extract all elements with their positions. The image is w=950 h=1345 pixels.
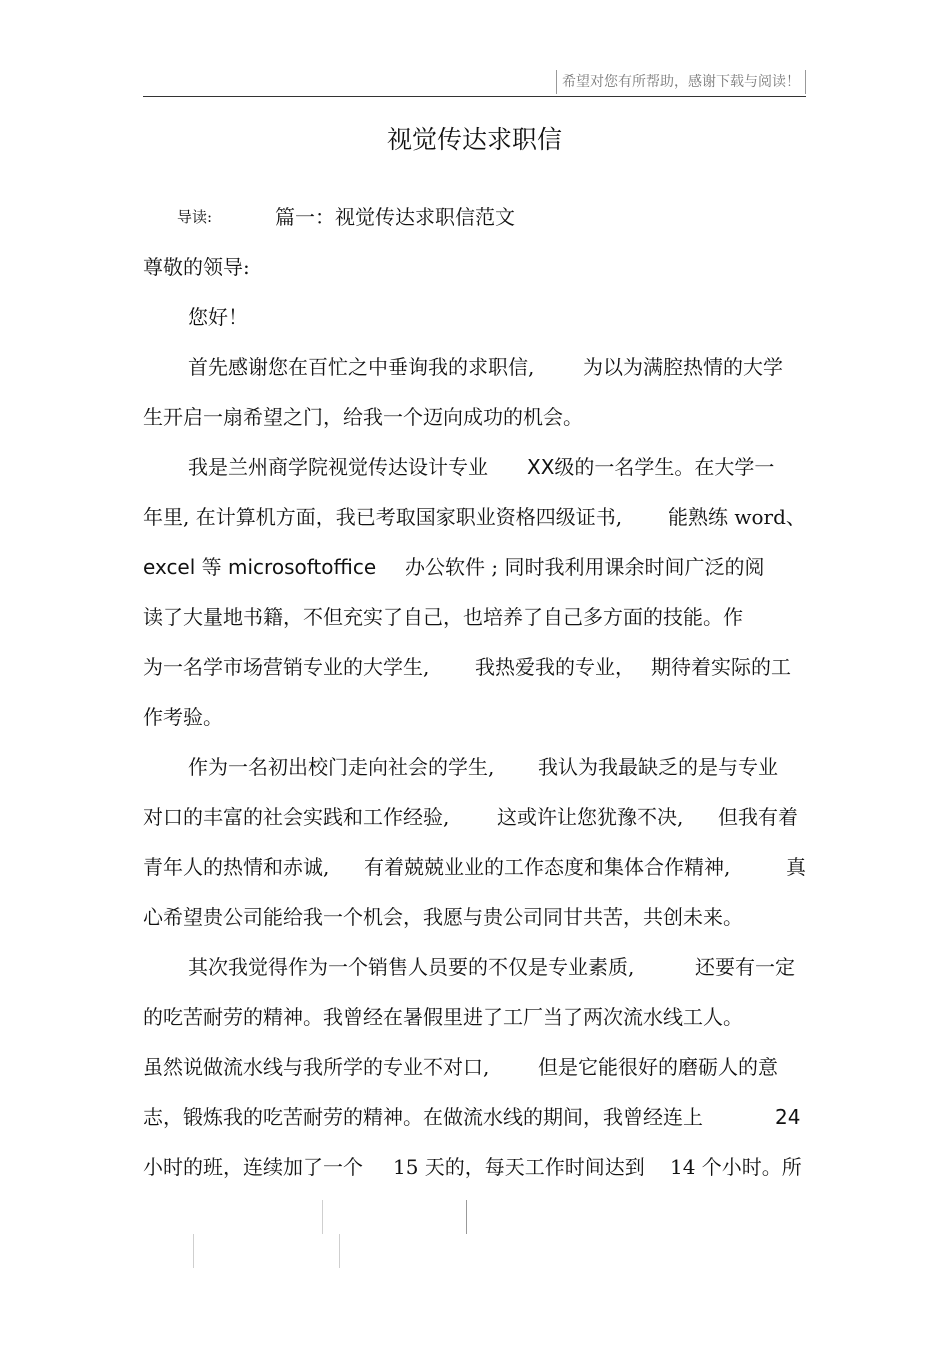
text-segment: 青年人的热情和赤诚, bbox=[143, 855, 330, 879]
text-segment: excel 等 microsoftoffice bbox=[143, 555, 377, 579]
text-segment: 我热爱我的专业， bbox=[475, 655, 635, 679]
guide-row bbox=[143, 200, 806, 234]
header-banner: 希望对您有所帮助，感谢下载与阅读！ bbox=[556, 70, 806, 94]
scan-artifact-line bbox=[466, 1200, 467, 1234]
text-segment: 我是兰州商学院视觉传达设计专业 bbox=[188, 455, 488, 479]
text-segment: 但是它能很好的磨砺人的意 bbox=[538, 1055, 778, 1079]
text-segment: 其次我觉得作为一个销售人员要的不仅是专业素质, bbox=[188, 955, 635, 979]
text-segment: 志，锻炼我的吃苦耐劳的精神。在做流水线的期间，我曾经连上 bbox=[143, 1105, 703, 1129]
paragraph-4-line-1 bbox=[143, 950, 806, 984]
text-segment: 15 天的，每天工作时间达到 bbox=[393, 1155, 645, 1179]
text-segment: 对口的丰富的社会实践和工作经验, bbox=[143, 805, 450, 829]
text-segment: 读了大量地书籍，不但充实了自己，也培养了自己多方面的技能。作 bbox=[143, 605, 743, 629]
paragraph-2-line-1 bbox=[143, 450, 806, 484]
scan-artifact-line bbox=[322, 1200, 323, 1234]
text-segment: 首先感谢您在百忙之中垂询我的求职信, bbox=[188, 355, 535, 379]
text-segment: 生开启一扇希望之门，给我一个迈向成功的机会。 bbox=[143, 405, 583, 429]
paragraph-4-line-2 bbox=[143, 1000, 806, 1034]
guide-label: 导读: bbox=[177, 208, 213, 226]
paragraph-2-line-6 bbox=[143, 700, 806, 734]
text-segment: 真 bbox=[786, 855, 806, 879]
paragraph-3-line-3 bbox=[143, 850, 806, 884]
text-segment: 为一名学市场营销专业的大学生, bbox=[143, 655, 430, 679]
paragraph-4-line-3 bbox=[143, 1050, 806, 1084]
paragraph-2-line-3 bbox=[143, 550, 806, 584]
text-segment: 虽然说做流水线与我所学的专业不对口, bbox=[143, 1055, 490, 1079]
paragraph-1-line-2 bbox=[143, 400, 806, 434]
header-rule bbox=[143, 96, 806, 97]
text-segment: XX级的一名学生。在大学一 bbox=[527, 455, 775, 479]
greeting: 您好！ bbox=[188, 305, 248, 329]
text-segment: 的吃苦耐劳的精神。我曾经在暑假里进了工厂当了两次流水线工人。 bbox=[143, 1005, 743, 1029]
paragraph-1-line-1 bbox=[143, 350, 806, 384]
paragraph-3-line-2 bbox=[143, 800, 806, 834]
text-segment: 期待着实际的工 bbox=[651, 655, 791, 679]
text-segment: 但我有着 bbox=[718, 805, 798, 829]
text-segment: 年里, 在计算机方面，我已考取国家职业资格四级证书, bbox=[143, 505, 623, 529]
text-segment: 24 bbox=[775, 1105, 801, 1129]
paragraph-2-line-4 bbox=[143, 600, 806, 634]
text-segment: 能熟练 word、 bbox=[668, 505, 806, 529]
scan-artifact-line bbox=[193, 1234, 194, 1268]
text-segment: 我认为我最缺乏的是与专业 bbox=[538, 755, 778, 779]
page-title: 视觉传达求职信 bbox=[386, 125, 562, 154]
text-segment: 作考验。 bbox=[143, 705, 223, 729]
scan-artifact-line bbox=[339, 1234, 340, 1268]
text-segment: 14 个小时。所 bbox=[670, 1155, 802, 1179]
text-segment: 作为一名初出校门走向社会的学生, bbox=[188, 755, 495, 779]
salutation: 尊敬的领导: bbox=[143, 255, 250, 279]
text-segment: 还要有一定 bbox=[695, 955, 795, 979]
paragraph-4-line-5 bbox=[143, 1150, 806, 1184]
paragraph-3-line-4 bbox=[143, 900, 806, 934]
guide-heading: 篇一：视觉传达求职信范文 bbox=[275, 205, 515, 229]
text-segment: 为以为满腔热情的大学 bbox=[583, 355, 783, 379]
text-segment: 这或许让您犹豫不决, bbox=[497, 805, 684, 829]
text-segment: 心希望贵公司能给我一个机会，我愿与贵公司同甘共苦，共创未来。 bbox=[143, 905, 743, 929]
salutation-line bbox=[143, 250, 806, 284]
paragraph-3-line-1 bbox=[143, 750, 806, 784]
paragraph-4-line-4 bbox=[143, 1100, 806, 1134]
text-segment: 小时的班，连续加了一个 bbox=[143, 1155, 363, 1179]
greeting-line bbox=[143, 300, 806, 334]
paragraph-2-line-5 bbox=[143, 650, 806, 684]
text-segment: 办公软件 ; 同时我利用课余时间广泛的阅 bbox=[405, 555, 765, 579]
paragraph-2-line-2 bbox=[143, 500, 806, 534]
text-segment: 有着兢兢业业的工作态度和集体合作精神, bbox=[364, 855, 731, 879]
